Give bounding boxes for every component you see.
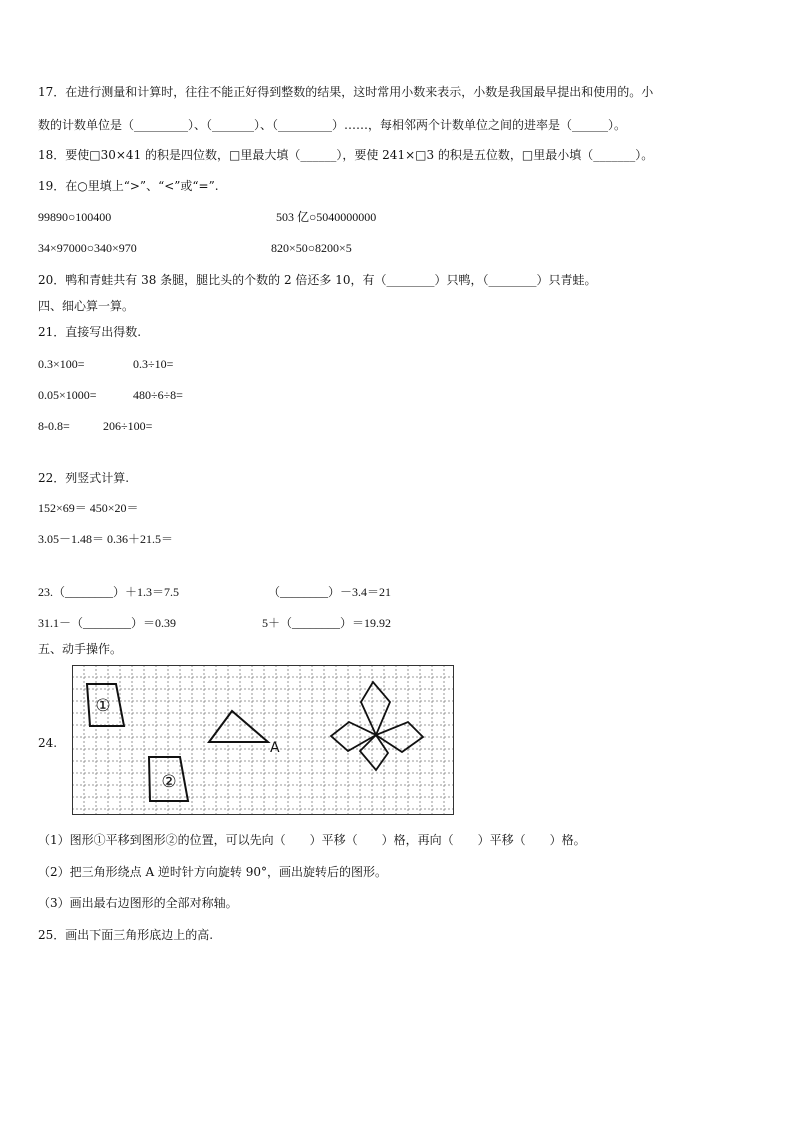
shape-1-label: ① (95, 696, 111, 716)
q19: 19．在○里填上“>”、“<”或“=”. (38, 179, 219, 193)
q22: 22．列竖式计算. (38, 471, 130, 485)
q23-item-d: 5＋（________）＝19.92 (262, 616, 392, 630)
q21-item-e: 8-0.8= (38, 419, 70, 433)
q21-item-b: 0.3÷10= (133, 357, 174, 371)
q17-line1: 17．在进行测量和计算时，往往不能正好得到整数的结果，这时常用小数来表示，小数是我国最早提出和使用的。小 (38, 85, 654, 99)
q19-item-d: 820×50○8200×5 (271, 241, 352, 255)
q24-sub2: （2）把三角形绕点 A 逆时针方向旋转 90°，画出旋转后的图形。 (38, 865, 388, 879)
q23-item-c: 31.1－（________）＝0.39 (38, 616, 177, 630)
section4-heading: 四、细心算一算。 (38, 299, 135, 313)
shape-2-label: ② (161, 772, 177, 792)
q23-item-a: 23.（________）＋1.3＝7.5 (38, 585, 180, 599)
q21: 21．直接写出得数. (38, 325, 142, 339)
q21-item-d: 480÷6÷8= (133, 388, 183, 402)
q17-line2: 数的计数单位是（_________）、（_______）、（_________）……，每相邻两个计数单位之间的进率是（______）。 (38, 118, 627, 132)
q19-item-b: 503 亿○5040000000 (276, 210, 377, 224)
q21-item-c: 0.05×1000= (38, 388, 97, 402)
section5-heading: 五、动手操作。 (38, 642, 123, 656)
q20: 20．鸭和青蛙共有 38 条腿，腿比头的个数的 2 倍还多 10，有（________）只鸭，（________）只青蛙。 (38, 273, 597, 287)
flower-figure (331, 682, 423, 770)
q21-item-f: 206÷100= (103, 419, 153, 433)
q24-grid-figure (72, 665, 456, 820)
point-a-label: A (270, 740, 280, 756)
grid-lines (72, 665, 454, 815)
q24-sub1: （1）图形①平移到图形②的位置，可以先向（ ）平移（ ）格，再向（ ）平移（ ）格。 (38, 833, 586, 847)
grid-border (73, 666, 454, 815)
q22-row2: 3.05－1.48＝ 0.36＋21.5＝ (38, 532, 174, 546)
q19-item-c: 34×97000○340×970 (38, 241, 137, 255)
q23-item-b: （________）－3.4＝21 (268, 585, 392, 599)
q25: 25．画出下面三角形底边上的高. (38, 928, 214, 942)
q19-item-a: 99890○100400 (38, 210, 112, 224)
q24-sub3: （3）画出最右边图形的全部对称轴。 (38, 896, 238, 910)
q24-label: 24. (38, 736, 58, 750)
q22-row1: 152×69＝ 450×20＝ (38, 501, 139, 515)
q21-item-a: 0.3×100= (38, 357, 85, 371)
q18: 18．要使□30×41 的积是四位数，□里最大填（______），要使 241×□3 的积是五位数，□里最小填（_______）。 (38, 148, 654, 162)
